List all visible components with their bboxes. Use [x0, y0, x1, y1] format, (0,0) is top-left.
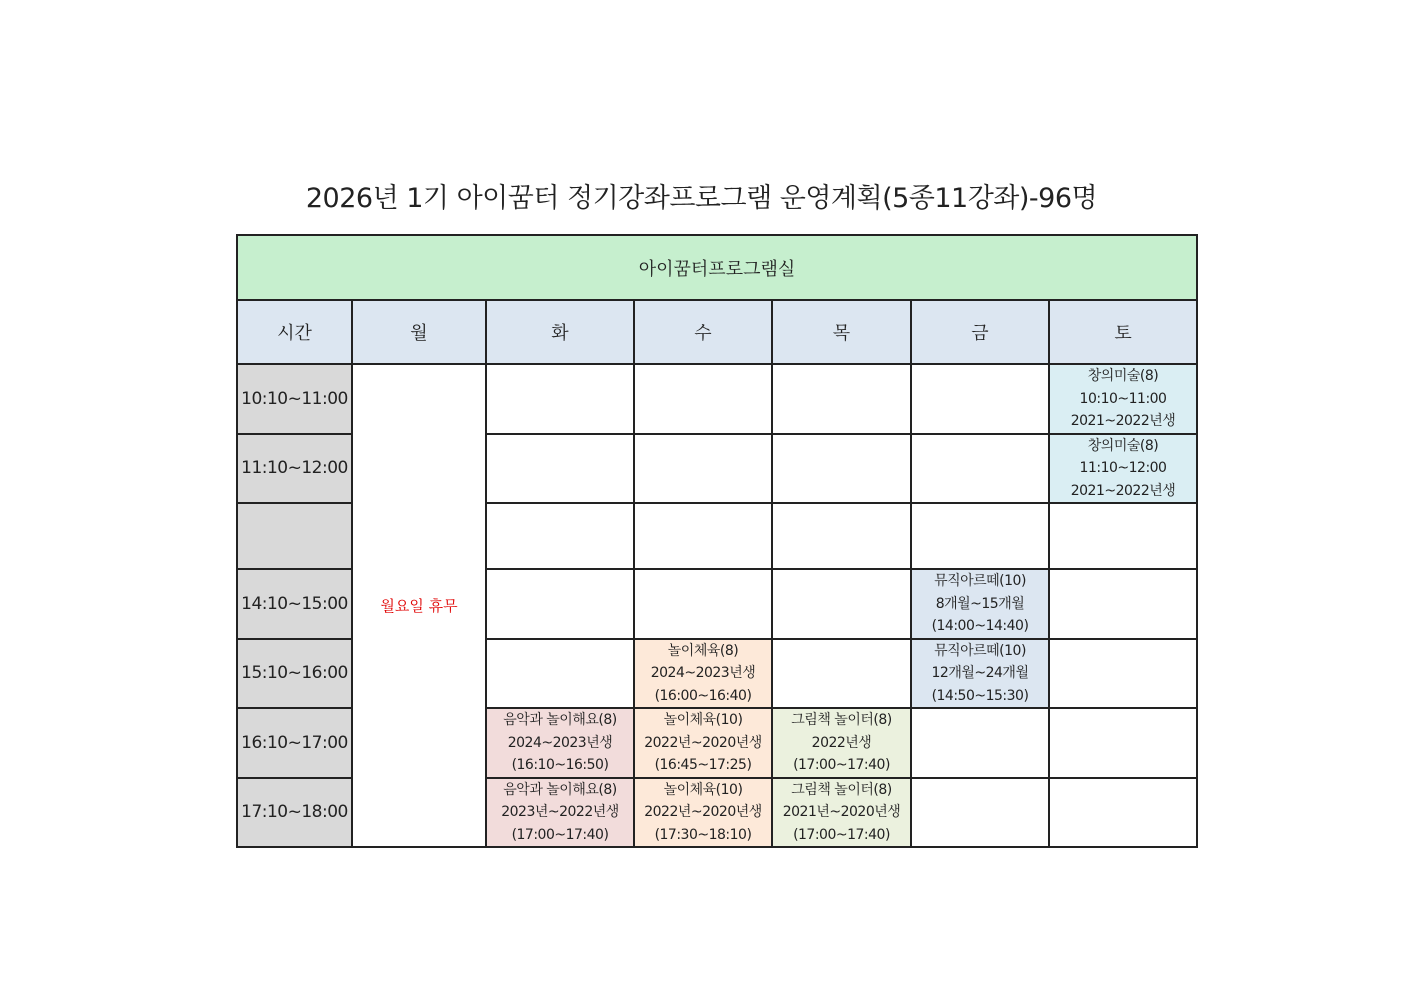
empty-cell	[486, 434, 634, 504]
class-name: 창의미술(8)	[1087, 437, 1159, 454]
header-monday: 월	[352, 300, 486, 364]
class-cell	[486, 708, 634, 778]
class-name: 뮤직아르떼(10)	[934, 573, 1026, 589]
class-name: 놀이체육(10)	[663, 712, 743, 728]
class-cell	[634, 778, 772, 848]
empty-cell	[1049, 778, 1197, 848]
empty-cell	[486, 503, 634, 569]
class-name: 음악과 놀이해요(8)	[503, 712, 617, 728]
page-title: 2026년 1기 아이꿈터 정기강좌프로그램 운영계획(5종11강좌)-96명	[305, 183, 1098, 214]
class-name: 뮤직아르떼(10)	[934, 642, 1026, 659]
monday-closed-cell	[352, 364, 486, 847]
class-time: 11:10~12:00	[1079, 460, 1167, 476]
empty-cell	[772, 434, 911, 504]
header-wednesday: 수	[634, 300, 772, 364]
class-time: (17:00~17:40)	[793, 826, 890, 843]
header-tuesday: 화	[486, 300, 634, 364]
class-name: 창의미술(8)	[1087, 368, 1159, 384]
schedule-table	[236, 234, 1198, 848]
empty-cell	[634, 569, 772, 639]
class-time: (17:30~18:10)	[654, 826, 752, 843]
class-name: 놀이체육(10)	[663, 781, 743, 798]
empty-cell	[772, 639, 911, 709]
class-age: 2024~2023년생	[507, 734, 613, 751]
empty-cell	[486, 569, 634, 639]
empty-cell	[1049, 503, 1197, 569]
time-cell: 10:10~11:00	[237, 364, 352, 434]
room-title: 아이꿈터프로그램실	[237, 235, 1197, 300]
empty-cell	[486, 364, 634, 434]
header-time: 시간	[237, 300, 352, 364]
class-age: 8개월~15개월	[935, 595, 1025, 612]
class-age: 2022년~2020년생	[644, 804, 762, 820]
class-name: 그림책 놀이터(8)	[791, 781, 892, 798]
class-age: 2021~2022년생	[1070, 482, 1176, 499]
empty-cell	[1049, 708, 1197, 778]
empty-cell	[911, 503, 1049, 569]
class-cell	[1049, 434, 1197, 504]
time-cell: 16:10~17:00	[237, 708, 352, 778]
monday-closed-label: 월요일 휴무	[380, 597, 458, 615]
empty-cell	[634, 434, 772, 504]
time-cell: 15:10~16:00	[237, 639, 352, 709]
class-age: 2024~2023년생	[650, 665, 756, 681]
class-cell	[772, 708, 911, 778]
empty-cell	[911, 434, 1049, 504]
class-cell	[634, 708, 772, 778]
class-time: (14:00~14:40)	[931, 618, 1029, 634]
header-thursday: 목	[772, 300, 911, 364]
header-friday: 금	[911, 300, 1049, 364]
class-age: 2021년~2020년생	[782, 804, 901, 820]
class-name: 놀이체육(8)	[667, 642, 739, 659]
class-age: 12개월~24개월	[931, 665, 1029, 681]
class-time: (16:00~16:40)	[654, 687, 752, 704]
class-age: 2022년~2020년생	[644, 734, 762, 751]
header-saturday: 토	[1049, 300, 1197, 364]
empty-cell	[634, 364, 772, 434]
class-age: 2023년~2022년생	[501, 804, 619, 820]
class-cell	[1049, 364, 1197, 434]
class-time: (17:00~17:40)	[793, 757, 890, 773]
class-cell	[911, 569, 1049, 639]
empty-cell	[772, 503, 911, 569]
empty-cell	[634, 503, 772, 569]
time-cell: 11:10~12:00	[237, 434, 352, 504]
table-row	[237, 364, 1197, 434]
class-time: (14:50~15:30)	[931, 687, 1029, 704]
empty-cell	[772, 569, 911, 639]
class-cell	[911, 639, 1049, 709]
empty-cell	[911, 708, 1049, 778]
empty-cell	[911, 778, 1049, 848]
empty-cell	[1049, 639, 1197, 709]
time-cell: 17:10~18:00	[237, 778, 352, 848]
class-cell	[486, 778, 634, 848]
class-time: (16:10~16:50)	[511, 757, 609, 773]
class-age: 2022년생	[811, 734, 872, 751]
class-time: (17:00~17:40)	[511, 826, 609, 843]
class-cell	[772, 778, 911, 848]
empty-cell	[486, 639, 634, 709]
class-cell	[634, 639, 772, 709]
class-time: (16:45~17:25)	[654, 757, 752, 773]
empty-cell	[1049, 569, 1197, 639]
time-cell	[237, 503, 352, 569]
class-name: 음악과 놀이해요(8)	[503, 781, 617, 798]
empty-cell	[772, 364, 911, 434]
class-name: 그림책 놀이터(8)	[791, 712, 892, 728]
class-age: 2021~2022년생	[1070, 413, 1176, 429]
empty-cell	[911, 364, 1049, 434]
class-time: 10:10~11:00	[1079, 390, 1167, 407]
time-cell: 14:10~15:00	[237, 569, 352, 639]
